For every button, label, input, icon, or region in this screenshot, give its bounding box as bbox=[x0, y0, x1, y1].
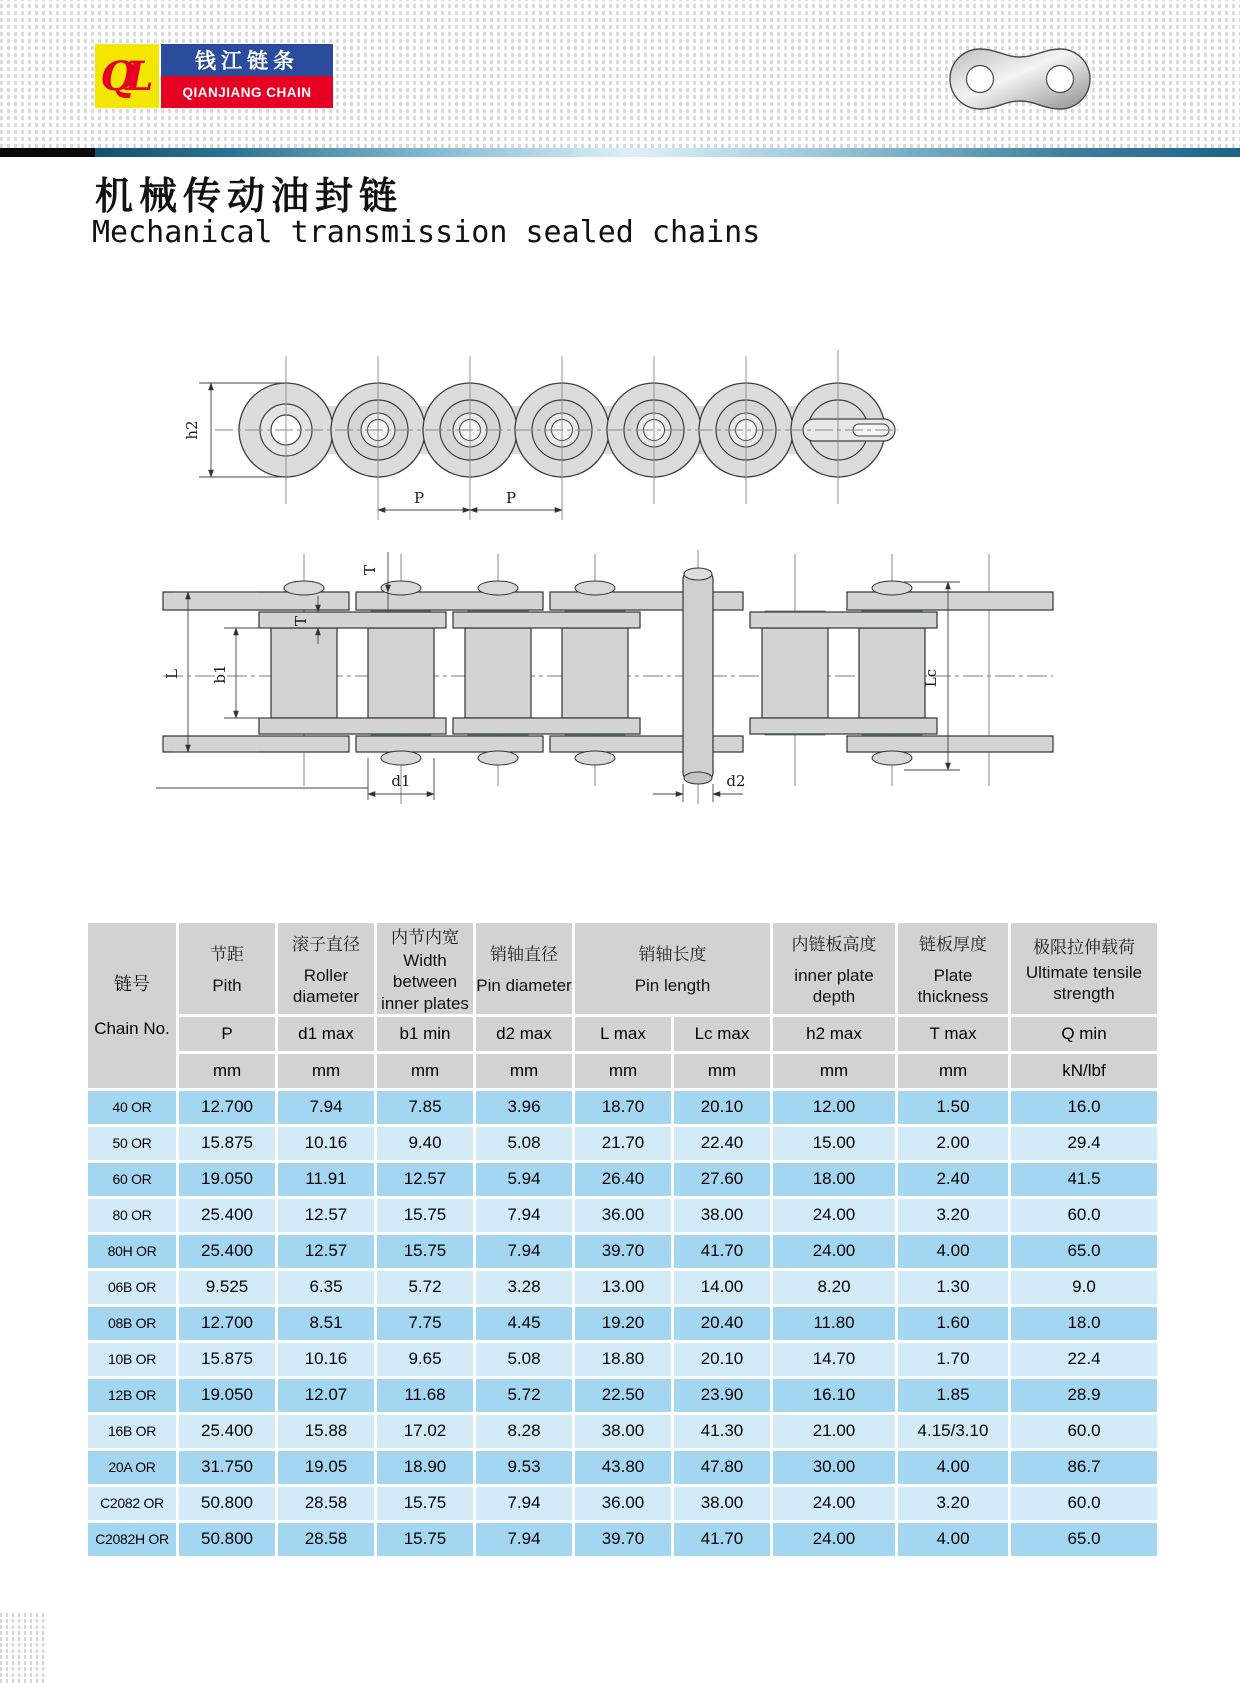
value-cell: 8.20 bbox=[773, 1271, 895, 1304]
unit-kn-lbf: kN/lbf bbox=[1011, 1054, 1157, 1088]
value-cell: 15.00 bbox=[773, 1127, 895, 1160]
header-inner-width-cn: 内节内宽 bbox=[391, 928, 459, 947]
value-cell: 11.68 bbox=[377, 1379, 473, 1412]
pitch-label-1: P bbox=[413, 489, 425, 507]
symbol-Q-min: Q min bbox=[1011, 1017, 1157, 1051]
chain-side-view-diagram bbox=[153, 330, 905, 530]
value-cell: 43.80 bbox=[575, 1451, 671, 1484]
b1-dimension-lines bbox=[224, 628, 270, 718]
plate-hole-left bbox=[967, 66, 994, 93]
table-header-units bbox=[88, 1054, 1157, 1088]
value-cell: 18.90 bbox=[377, 1451, 473, 1484]
value-cell: 12.700 bbox=[179, 1091, 275, 1124]
chain-no-cell: 12B OR bbox=[88, 1379, 176, 1412]
value-cell: 16.0 bbox=[1011, 1091, 1157, 1124]
value-cell: 15.75 bbox=[377, 1487, 473, 1520]
value-cell: 24.00 bbox=[773, 1199, 895, 1232]
header-plate-depth-en: inner plate depth bbox=[794, 965, 874, 1006]
chain-plate-illustration bbox=[930, 38, 1110, 120]
value-cell: 7.94 bbox=[476, 1199, 572, 1232]
value-cell: 10.16 bbox=[278, 1127, 374, 1160]
value-cell: 10.16 bbox=[278, 1343, 374, 1376]
value-cell: 15.875 bbox=[179, 1127, 275, 1160]
value-cell: 15.75 bbox=[377, 1523, 473, 1556]
value-cell: 2.00 bbox=[898, 1127, 1008, 1160]
value-cell: 38.00 bbox=[575, 1415, 671, 1448]
chain-no-cell: 80H OR bbox=[88, 1235, 176, 1268]
unit-mm-8: mm bbox=[898, 1054, 1008, 1088]
value-cell: 19.050 bbox=[179, 1163, 275, 1196]
value-cell: 3.20 bbox=[898, 1199, 1008, 1232]
value-cell: 15.75 bbox=[377, 1235, 473, 1268]
value-cell: 7.94 bbox=[278, 1091, 374, 1124]
chain-section-diagram bbox=[148, 536, 1088, 808]
value-cell: 5.72 bbox=[476, 1379, 572, 1412]
table-row bbox=[88, 1451, 1157, 1484]
value-cell: 60.0 bbox=[1011, 1487, 1157, 1520]
chain-no-cell: 20A OR bbox=[88, 1451, 176, 1484]
value-cell: 4.00 bbox=[898, 1523, 1008, 1556]
pitch-label-2: P bbox=[505, 489, 517, 507]
value-cell: 36.00 bbox=[575, 1487, 671, 1520]
unit-mm-6: mm bbox=[674, 1054, 770, 1088]
connecting-pin bbox=[683, 568, 713, 784]
value-cell: 86.7 bbox=[1011, 1451, 1157, 1484]
value-cell: 6.35 bbox=[278, 1271, 374, 1304]
value-cell: 12.07 bbox=[278, 1379, 374, 1412]
value-cell: 28.58 bbox=[278, 1487, 374, 1520]
h2-label: h2 bbox=[183, 420, 201, 440]
bottom-left-dotted-pattern bbox=[0, 1612, 44, 1683]
value-cell: 25.400 bbox=[179, 1415, 275, 1448]
header-pin-length-en: Pin length bbox=[634, 976, 711, 996]
value-cell: 65.0 bbox=[1011, 1235, 1157, 1268]
logo-name-chinese: 钱江链条 bbox=[161, 44, 333, 76]
value-cell: 15.75 bbox=[377, 1199, 473, 1232]
unit-mm-5: mm bbox=[575, 1054, 671, 1088]
value-cell: 17.02 bbox=[377, 1415, 473, 1448]
spec-table-body bbox=[88, 1091, 1157, 1556]
d2-label: d2 bbox=[726, 772, 746, 790]
value-cell: 22.40 bbox=[674, 1127, 770, 1160]
value-cell: 27.60 bbox=[674, 1163, 770, 1196]
value-cell: 7.85 bbox=[377, 1091, 473, 1124]
table-row bbox=[88, 1235, 1157, 1268]
value-cell: 60.0 bbox=[1011, 1415, 1157, 1448]
chain-no-cell: C2082H OR bbox=[88, 1523, 176, 1556]
value-cell: 13.00 bbox=[575, 1271, 671, 1304]
value-cell: 4.15/3.10 bbox=[898, 1415, 1008, 1448]
value-cell: 20.10 bbox=[674, 1091, 770, 1124]
header-inner-width bbox=[377, 923, 473, 1014]
value-cell: 1.50 bbox=[898, 1091, 1008, 1124]
value-cell: 3.96 bbox=[476, 1091, 572, 1124]
value-cell: 4.45 bbox=[476, 1307, 572, 1340]
value-cell: 41.70 bbox=[674, 1523, 770, 1556]
header-tensile-strength-en: Ultimate tensile strength bbox=[1025, 962, 1143, 1003]
value-cell: 29.4 bbox=[1011, 1127, 1157, 1160]
value-cell: 41.5 bbox=[1011, 1163, 1157, 1196]
value-cell: 14.70 bbox=[773, 1343, 895, 1376]
divider-bar bbox=[0, 148, 1240, 157]
value-cell: 20.10 bbox=[674, 1343, 770, 1376]
chain-no-cell: 06B OR bbox=[88, 1271, 176, 1304]
unit-mm-7: mm bbox=[773, 1054, 895, 1088]
value-cell: 11.91 bbox=[278, 1163, 374, 1196]
unit-mm-1: mm bbox=[179, 1054, 275, 1088]
table-row bbox=[88, 1271, 1157, 1304]
symbol-P: P bbox=[179, 1017, 275, 1051]
value-cell: 9.0 bbox=[1011, 1271, 1157, 1304]
value-cell: 5.94 bbox=[476, 1163, 572, 1196]
chain-no-cell: 80 OR bbox=[88, 1199, 176, 1232]
value-cell: 5.08 bbox=[476, 1127, 572, 1160]
table-row bbox=[88, 1127, 1157, 1160]
header-pin-diameter-cn: 销轴直径 bbox=[490, 945, 558, 965]
header-roller-diameter bbox=[278, 923, 374, 1014]
value-cell: 5.72 bbox=[377, 1271, 473, 1304]
value-cell: 9.525 bbox=[179, 1271, 275, 1304]
header-inner-width-en: Width between inner plates bbox=[381, 951, 469, 1013]
value-cell: 9.53 bbox=[476, 1451, 572, 1484]
divider-black-segment bbox=[0, 148, 95, 157]
value-cell: 39.70 bbox=[575, 1523, 671, 1556]
L-label: L bbox=[163, 669, 181, 679]
value-cell: 18.00 bbox=[773, 1163, 895, 1196]
header-pitch bbox=[179, 923, 275, 1014]
value-cell: 28.9 bbox=[1011, 1379, 1157, 1412]
value-cell: 1.85 bbox=[898, 1379, 1008, 1412]
header-chain-no bbox=[88, 923, 176, 1088]
plate-hole-right bbox=[1047, 66, 1074, 93]
value-cell: 65.0 bbox=[1011, 1523, 1157, 1556]
value-cell: 24.00 bbox=[773, 1523, 895, 1556]
value-cell: 21.70 bbox=[575, 1127, 671, 1160]
value-cell: 41.70 bbox=[674, 1235, 770, 1268]
value-cell: 16.10 bbox=[773, 1379, 895, 1412]
value-cell: 19.05 bbox=[278, 1451, 374, 1484]
page-title-chinese: 机械传动油封链 bbox=[95, 173, 404, 218]
header-plate-thickness bbox=[898, 923, 1008, 1014]
table-header-symbols bbox=[88, 1017, 1157, 1051]
value-cell: 22.50 bbox=[575, 1379, 671, 1412]
header-pitch-cn: 节距 bbox=[210, 945, 244, 965]
value-cell: 19.20 bbox=[575, 1307, 671, 1340]
header-pin-length bbox=[575, 923, 770, 1014]
value-cell: 50.800 bbox=[179, 1487, 275, 1520]
table-row bbox=[88, 1163, 1157, 1196]
unit-mm-4: mm bbox=[476, 1054, 572, 1088]
value-cell: 38.00 bbox=[674, 1199, 770, 1232]
chain-no-cell: 10B OR bbox=[88, 1343, 176, 1376]
value-cell: 19.050 bbox=[179, 1379, 275, 1412]
header-plate-depth-cn: 内链板高度 bbox=[791, 934, 877, 954]
value-cell: 41.30 bbox=[674, 1415, 770, 1448]
seal-rings bbox=[371, 611, 922, 735]
spec-table bbox=[85, 920, 1160, 1559]
value-cell: 47.80 bbox=[674, 1451, 770, 1484]
value-cell: 18.0 bbox=[1011, 1307, 1157, 1340]
header-pitch-en: Pith bbox=[212, 976, 242, 996]
header-pin-diameter-en: Pin diameter bbox=[476, 976, 572, 996]
value-cell: 14.00 bbox=[674, 1271, 770, 1304]
logo-monogram-box bbox=[95, 44, 159, 108]
value-cell: 9.65 bbox=[377, 1343, 473, 1376]
value-cell: 30.00 bbox=[773, 1451, 895, 1484]
symbol-h2-max: h2 max bbox=[773, 1017, 895, 1051]
value-cell: 3.28 bbox=[476, 1271, 572, 1304]
value-cell: 1.60 bbox=[898, 1307, 1008, 1340]
symbol-Lc-max: Lc max bbox=[674, 1017, 770, 1051]
value-cell: 8.28 bbox=[476, 1415, 572, 1448]
Lc-label: Lc bbox=[922, 668, 940, 688]
value-cell: 1.30 bbox=[898, 1271, 1008, 1304]
header-plate-thickness-cn: 链板厚度 bbox=[919, 934, 987, 954]
header-plate-depth bbox=[773, 923, 895, 1014]
value-cell: 25.400 bbox=[179, 1235, 275, 1268]
value-cell: 4.00 bbox=[898, 1235, 1008, 1268]
header-pin-length-cn: 销轴长度 bbox=[638, 945, 707, 965]
logo-text-block bbox=[161, 44, 333, 108]
value-cell: 18.70 bbox=[575, 1091, 671, 1124]
header-roller-diameter-en: Roller diameter bbox=[292, 965, 360, 1006]
value-cell: 3.20 bbox=[898, 1487, 1008, 1520]
symbol-b1-min: b1 min bbox=[377, 1017, 473, 1051]
d1-label: d1 bbox=[391, 772, 411, 790]
value-cell: 12.57 bbox=[278, 1199, 374, 1232]
symbol-T-max: T max bbox=[898, 1017, 1008, 1051]
company-logo bbox=[95, 44, 333, 108]
value-cell: 28.58 bbox=[278, 1523, 374, 1556]
value-cell: 15.875 bbox=[179, 1343, 275, 1376]
table-row bbox=[88, 1415, 1157, 1448]
header-chain-no-cn: 链号 bbox=[114, 974, 150, 995]
value-cell: 50.800 bbox=[179, 1523, 275, 1556]
value-cell: 12.00 bbox=[773, 1091, 895, 1124]
value-cell: 7.94 bbox=[476, 1235, 572, 1268]
divider-blue-gradient bbox=[95, 148, 1240, 157]
table-header-names bbox=[88, 923, 1157, 1014]
table-row bbox=[88, 1307, 1157, 1340]
value-cell: 15.88 bbox=[278, 1415, 374, 1448]
table-row bbox=[88, 1487, 1157, 1520]
value-cell: 12.57 bbox=[377, 1163, 473, 1196]
chain-no-cell: 60 OR bbox=[88, 1163, 176, 1196]
value-cell: 8.51 bbox=[278, 1307, 374, 1340]
value-cell: 36.00 bbox=[575, 1199, 671, 1232]
value-cell: 31.750 bbox=[179, 1451, 275, 1484]
value-cell: 4.00 bbox=[898, 1451, 1008, 1484]
value-cell: 7.75 bbox=[377, 1307, 473, 1340]
table-row bbox=[88, 1523, 1157, 1556]
value-cell: 11.80 bbox=[773, 1307, 895, 1340]
unit-mm-3: mm bbox=[377, 1054, 473, 1088]
chain-no-cell: 16B OR bbox=[88, 1415, 176, 1448]
chain-no-cell: 08B OR bbox=[88, 1307, 176, 1340]
table-row bbox=[88, 1379, 1157, 1412]
table-row bbox=[88, 1091, 1157, 1124]
logo-name-english: QIANJIANG CHAIN bbox=[161, 76, 333, 108]
chain-no-cell: 50 OR bbox=[88, 1127, 176, 1160]
header-pin-diameter bbox=[476, 923, 572, 1014]
T-top-label: T bbox=[361, 564, 379, 576]
logo-monogram: QL bbox=[100, 52, 144, 100]
value-cell: 12.57 bbox=[278, 1235, 374, 1268]
header-plate-thickness-en: Plate thickness bbox=[917, 965, 989, 1006]
chain-no-cell: 40 OR bbox=[88, 1091, 176, 1124]
value-cell: 39.70 bbox=[575, 1235, 671, 1268]
value-cell: 38.00 bbox=[674, 1487, 770, 1520]
value-cell: 24.00 bbox=[773, 1235, 895, 1268]
value-cell: 1.70 bbox=[898, 1343, 1008, 1376]
table-row bbox=[88, 1199, 1157, 1232]
value-cell: 5.08 bbox=[476, 1343, 572, 1376]
table-row bbox=[88, 1343, 1157, 1376]
chain-no-cell: C2082 OR bbox=[88, 1487, 176, 1520]
value-cell: 24.00 bbox=[773, 1487, 895, 1520]
b1-label: b1 bbox=[211, 664, 229, 684]
value-cell: 12.700 bbox=[179, 1307, 275, 1340]
value-cell: 18.80 bbox=[575, 1343, 671, 1376]
value-cell: 2.40 bbox=[898, 1163, 1008, 1196]
unit-mm-2: mm bbox=[278, 1054, 374, 1088]
symbol-d1-max: d1 max bbox=[278, 1017, 374, 1051]
value-cell: 60.0 bbox=[1011, 1199, 1157, 1232]
value-cell: 20.40 bbox=[674, 1307, 770, 1340]
header-chain-no-en: Chain No. bbox=[94, 1019, 170, 1039]
value-cell: 25.400 bbox=[179, 1199, 275, 1232]
value-cell: 21.00 bbox=[773, 1415, 895, 1448]
symbol-L-max: L max bbox=[575, 1017, 671, 1051]
value-cell: 26.40 bbox=[575, 1163, 671, 1196]
value-cell: 22.4 bbox=[1011, 1343, 1157, 1376]
value-cell: 7.94 bbox=[476, 1523, 572, 1556]
header-tensile-strength-cn: 极限拉伸载荷 bbox=[1033, 937, 1135, 957]
value-cell: 9.40 bbox=[377, 1127, 473, 1160]
page-title-english: Mechanical transmission sealed chains bbox=[92, 215, 761, 250]
value-cell: 7.94 bbox=[476, 1487, 572, 1520]
header-tensile-strength bbox=[1011, 923, 1157, 1014]
value-cell: 23.90 bbox=[674, 1379, 770, 1412]
section-rollers bbox=[271, 628, 925, 718]
symbol-d2-max: d2 max bbox=[476, 1017, 572, 1051]
header-roller-diameter-cn: 滚子直径 bbox=[292, 934, 360, 954]
T-left-label: T bbox=[292, 615, 310, 627]
